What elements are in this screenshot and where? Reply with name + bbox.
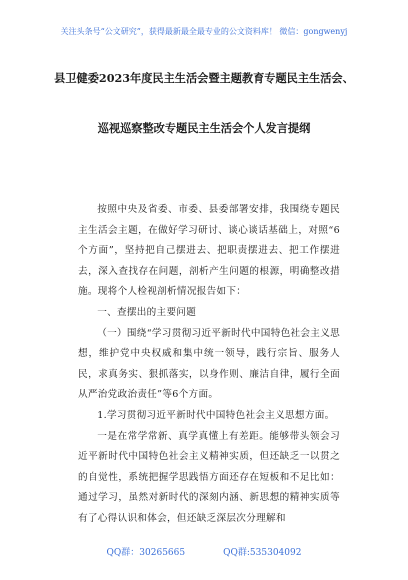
body-paragraph: 一是在常学常新、真学真懂上有差距。能够带头领会习近平新时代中国特色社会主义精神实质，但还缺乏一以贯之的自觉性，系统把握学思践悟方面还存在短板和不足比如：通过学习，虽然对新时代的深刻内涵、新思想的精神实质等有了心得认识和体会，但还缺乏深层次分理解和 — [78, 430, 340, 524]
footer-qq-left: QQ群：30265665 — [106, 548, 186, 558]
intro-paragraph: 按照中央及省委、市委、县委部署安排，我围绕专题民主生活会主题，在做好学习研讨、谈心谈话基础上，对照“6个方面”，坚持把自己摆进去、把职责摆进去、把工作摆进去，深入查找存在问题，剖析产生问题的根源，明确整改措施。现将个人检视剖析情况报告如下： — [78, 204, 340, 298]
document-body — [78, 200, 340, 530]
document-title-line-1: 县卫健委2023年度民主生活会暨主题教育专题民主生活会、 — [54, 71, 354, 85]
item-heading: 1.学习贯彻习近平新时代中国特色社会主义思想方面。 — [97, 409, 335, 421]
footer — [0, 545, 408, 558]
section-heading: 一、查摆出的主要问题 — [97, 306, 197, 318]
footer-qq-right: QQ群:535304092 — [223, 548, 302, 558]
header-banner: 关注头条号“公文研究”，获得最新最全最专业的公文资料库！ 微信：gongwenyj — [60, 27, 348, 36]
document-title-line-2: 巡视巡察整改专题民主生活会个人发言提纲 — [97, 121, 311, 135]
subsection-paragraph: （一）围绕“学习贯彻习近平新时代中国特色社会主义思想，维护党中央权威和集中统一领导，践行宗旨、服务人民，求真务实、狠抓落实，以身作则、廉洁自律，履行全面从严治党政治责任”等6个方面。 — [78, 327, 340, 401]
